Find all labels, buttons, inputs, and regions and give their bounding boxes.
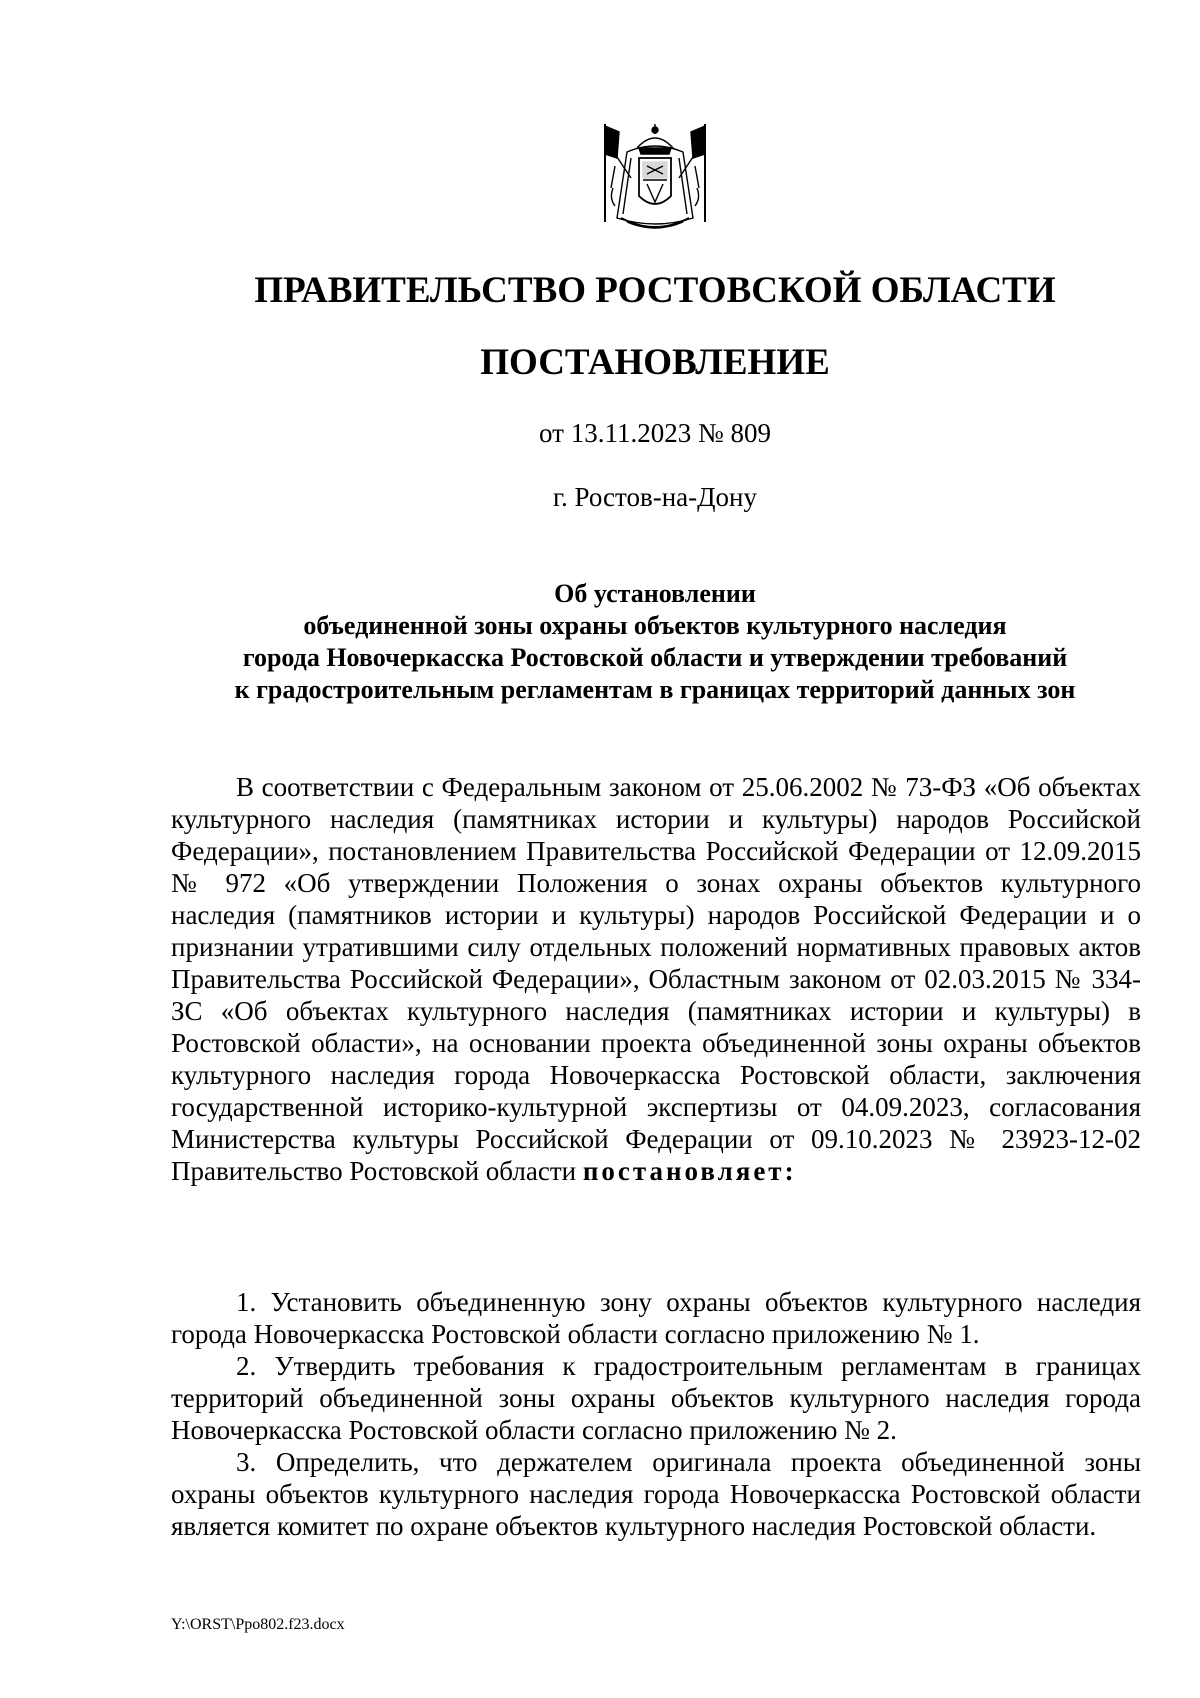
decision-word: постановляет:	[582, 1156, 797, 1186]
subject-line: города Новочеркасска Ростовской области и утверждении требований	[242, 643, 1068, 672]
subject-line: объединенной зоны охраны объектов культурного наследия	[303, 611, 1007, 640]
organization-title: ПРАВИТЕЛЬСТВО РОСТОВСКОЙ ОБЛАСТИ	[254, 270, 1056, 311]
preamble-text: В соответствии с Федеральным законом от 25.06.2002 № 73-ФЗ «Об объектах культурного наследия (памятниках истории и культуры) народов Российской Федерации», постановлением Правительства Российской Федерации от 12.09.2015 № 972 «Об утверждении Положения о зонах охраны объектов культурного наследия (памятников истории и культуры) народов Российской Федерации и о признании утратившими силу отдельных положений нормативных правовых актов Правительства Российской Федерации», Областным законом от 02.03.2015 № 334-ЗС «Об объектах культурного наследия (памятниках истории и культуры) в Ростовской области», на основании проекта объединенной зоны охраны объектов культурного наследия города Новочеркасска Ростовской области, заключения государственной историко-культурной экспертизы от 04.09.2023, согласования Министерства культуры Российской Федерации от 09.10.2023 № 23923-12-02 Правительство Ростовской области	[171, 772, 1141, 1186]
rostov-oblast-coat-of-arms-icon	[597, 118, 713, 236]
subject-line: Об установлении	[554, 579, 756, 608]
footer-file-path: Y:\ORST\Ppo802.f23.docx	[171, 1616, 345, 1633]
numbered-items	[171, 1286, 1141, 1542]
preamble-paragraph	[171, 771, 1141, 1187]
document-date-number: от 13.11.2023 № 809	[539, 418, 771, 448]
list-item: 2. Утвердить требования к градостроительным регламентам в границах территорий объединенной зоны охраны объектов культурного наследия города Новочеркасска Ростовской области согласно приложению № 2.	[171, 1351, 1141, 1445]
document-subject	[150, 578, 1160, 706]
document-type: ПОСТАНОВЛЕНИЕ	[480, 342, 830, 383]
list-item: 3. Определить, что держателем оригинала проекта объединенной зоны охраны объектов культурного наследия города Новочеркасска Ростовской области является комитет по охране объектов культурного наследия Ростовской области.	[171, 1447, 1141, 1541]
subject-line: к градостроительным регламентам в границах территорий данных зон	[234, 675, 1076, 704]
list-item: 1. Установить объединенную зону охраны объектов культурного наследия города Новочеркасска Ростовской области согласно приложению № 1.	[171, 1287, 1141, 1349]
document-city: г. Ростов-на-Дону	[552, 482, 757, 512]
preamble-section	[171, 771, 1141, 1187]
